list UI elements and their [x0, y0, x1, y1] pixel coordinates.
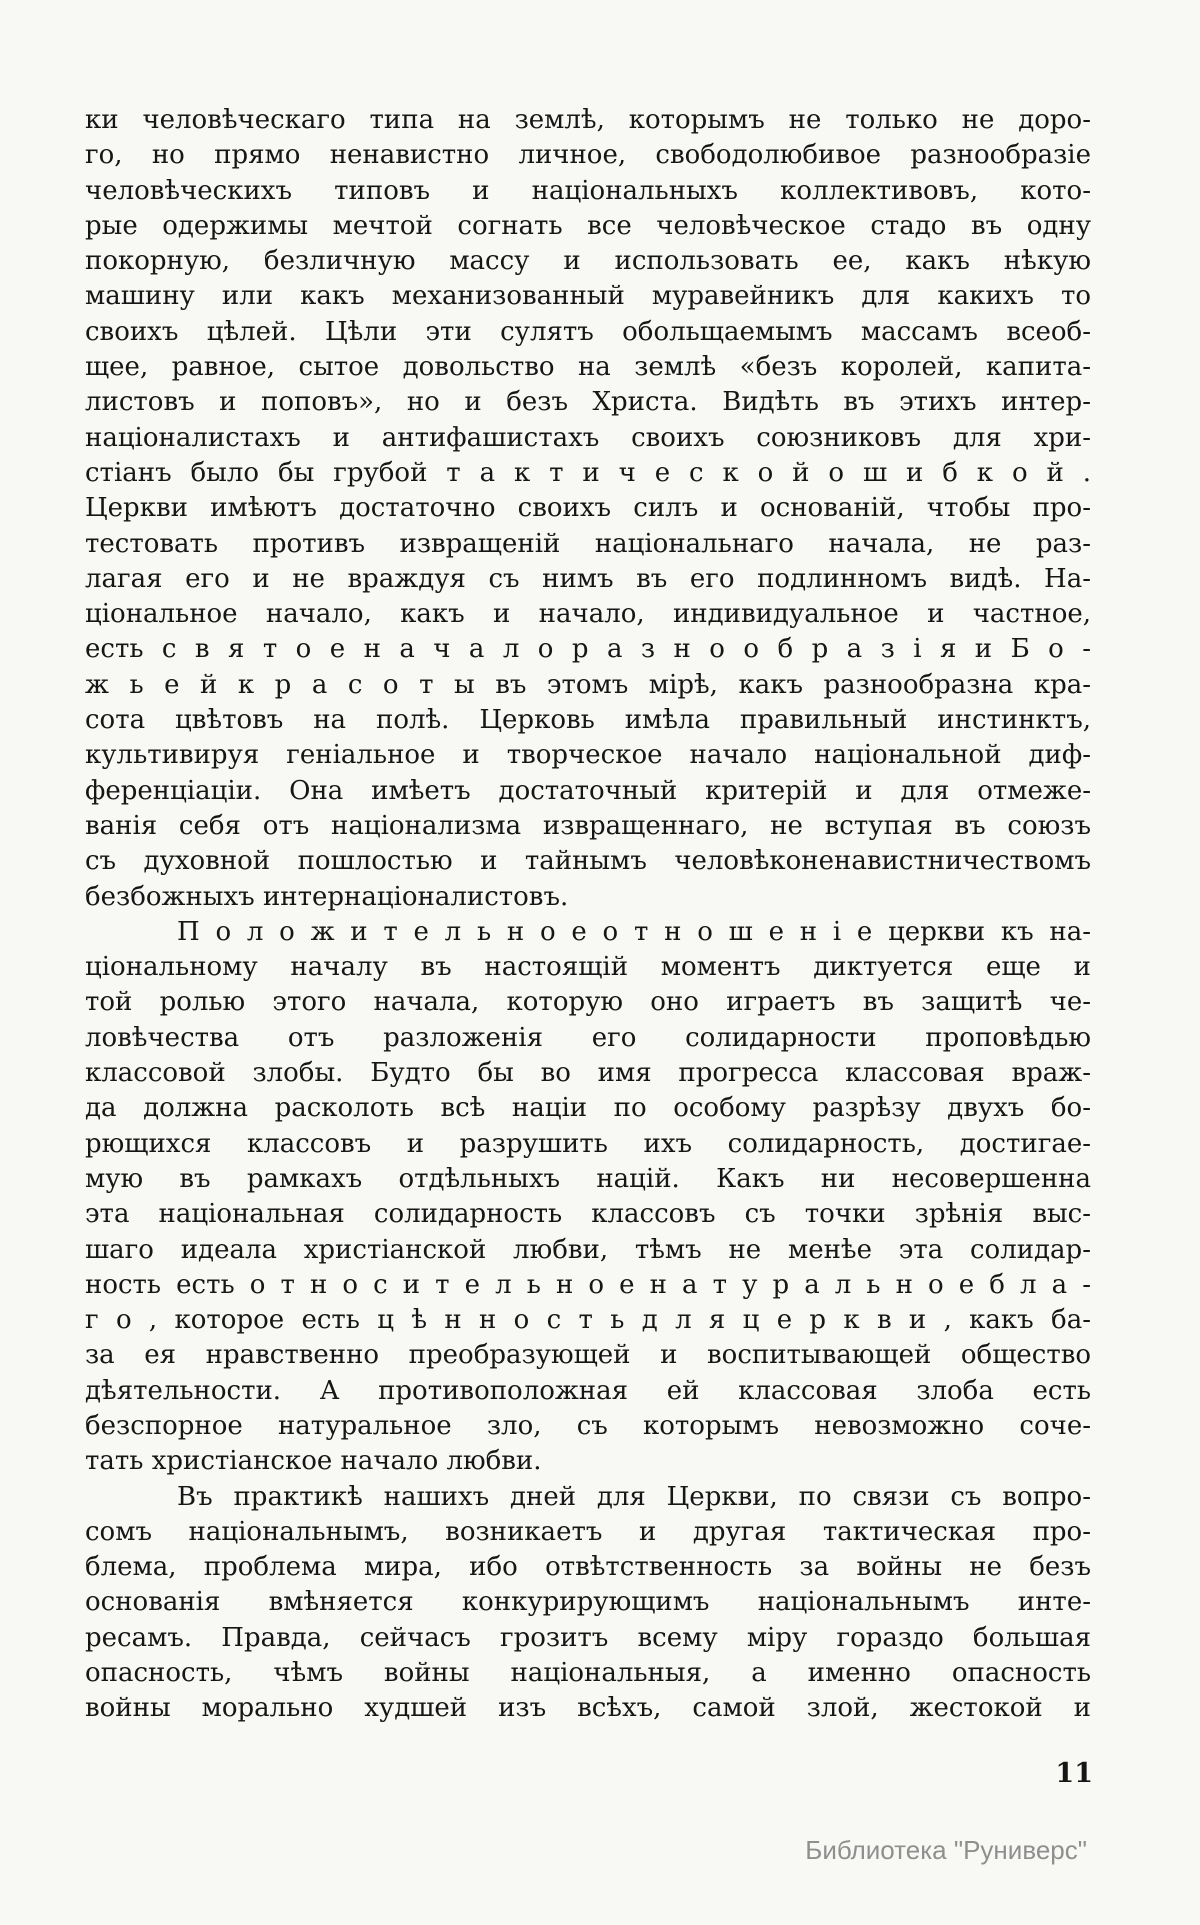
- text-line: блема, проблема мира, ибо отвѣтственность за войны не безъ: [85, 1552, 1091, 1583]
- text-line: ность есть о т н о с и т е л ь н о е н а т у р а л ь н о е б л а -: [85, 1269, 1091, 1300]
- text-line: тестовать противъ извращеній національнаго начала, не раз-: [85, 528, 1091, 559]
- text-line: дѣятельности. А противоположная ей классовая злоба есть: [85, 1375, 1091, 1406]
- text-line: ресамъ. Правда, сейчасъ грозитъ всему міру гораздо большая: [85, 1622, 1091, 1653]
- page-text: [85, 103, 1091, 1727]
- text-line: рющихся классовъ и разрушить ихъ солидарность, достигае-: [85, 1128, 1091, 1159]
- text-line: націоналистахъ и антифашистахъ своихъ союзниковъ для хри-: [85, 422, 1091, 453]
- text-line: классовой злобы. Будто бы во имя прогресса классовая враж-: [85, 1058, 1091, 1089]
- text-line: безспорное натуральное зло, съ которымъ невозможно соче-: [85, 1410, 1091, 1441]
- text-line: покорную, безличную массу и использовать ее, какъ нѣкую: [85, 246, 1091, 277]
- text-line: г о , которое есть ц ѣ н н о с т ь д л я ц е р к в и , какъ ба-: [85, 1305, 1091, 1336]
- text-line: рые одержимы мечтой согнать все человѣческое стадо въ одну: [85, 210, 1091, 241]
- text-line: ференціаціи. Она имѣетъ достаточный критерій и для отмеже-: [85, 775, 1091, 806]
- text-line: ки человѣческаго типа на землѣ, которымъ не только не доро-: [85, 105, 1091, 135]
- text-line: опасность, чѣмъ войны національныя, а именно опасность: [85, 1658, 1091, 1689]
- text-line: безбожныхъ интернаціоналистовъ.: [85, 881, 569, 912]
- text-line: эта національная солидарность классовъ съ точки зрѣнія выс-: [85, 1199, 1091, 1230]
- text-line: съ духовной пошлостью и тайнымъ человѣконенавистничествомъ: [85, 846, 1091, 877]
- text-line: ж ь е й к р а с о т ы въ этомъ мірѣ, какъ разнообразна кра-: [85, 669, 1091, 700]
- text-line: Въ практикѣ нашихъ дней для Церкви, по связи съ вопро-: [177, 1481, 1091, 1512]
- text-line: своихъ цѣлей. Цѣли эти сулятъ обольщаемымъ массамъ всеоб-: [85, 316, 1091, 347]
- text-line: листовъ и поповъ», но и безъ Христа. Видѣть въ этихъ интер-: [85, 387, 1091, 418]
- text-line: машину или какъ механизованный муравейникъ для какихъ то: [85, 281, 1091, 312]
- text-line: мую въ рамкахъ отдѣльныхъ націй. Какъ ни несовершенна: [85, 1163, 1091, 1194]
- text-line: основанія вмѣняется конкурирующимъ національнымъ инте-: [85, 1587, 1091, 1618]
- text-line: го, но прямо ненавистно личное, свободолюбивое разнообразіе: [85, 140, 1091, 171]
- text-line: ванія себя отъ націонализма извращеннаго, не вступая въ союзъ: [85, 810, 1091, 841]
- text-line: П о л о ж и т е л ь н о е о т н о ш е н і е церкви къ на-: [177, 916, 1091, 947]
- text-line: шаго идеала христіанской любви, тѣмъ не менѣе эта солидар-: [85, 1234, 1091, 1265]
- text-line: стіанъ было бы грубой т а к т и ч е с к о й о ш и б к о й .: [85, 457, 1091, 488]
- text-line: человѣческихъ типовъ и національныхъ коллективовъ, кото-: [85, 175, 1091, 206]
- page-number: 11: [1055, 1758, 1093, 1789]
- text-line: тать христіанское начало любви.: [85, 1446, 542, 1477]
- text-line: сота цвѣтовъ на полѣ. Церковь имѣла правильный инстинктъ,: [85, 705, 1091, 736]
- text-line: да должна расколоть всѣ націи по особому разрѣзу двухъ бо-: [85, 1093, 1091, 1124]
- text-line: лагая его и не враждуя съ нимъ въ его подлинномъ видѣ. На-: [85, 563, 1091, 594]
- text-line: культивируя геніальное и творческое начало національной диф-: [85, 740, 1091, 771]
- watermark-runivers: Библиотека "Руниверс": [805, 1835, 1087, 1865]
- text-line: за ея нравственно преобразующей и воспитывающей общество: [85, 1340, 1091, 1371]
- text-line: ціональному началу въ настоящій моментъ диктуется еще и: [85, 952, 1091, 983]
- text-line: Церкви имѣютъ достаточно своихъ силъ и основаній, чтобы про-: [85, 493, 1091, 524]
- text-line: той ролью этого начала, которую оно играетъ въ защитѣ че-: [85, 987, 1091, 1018]
- text-line: есть с в я т о е н а ч а л о р а з н о о б р а з і я и Б о -: [85, 634, 1091, 665]
- text-line: щее, равное, сытое довольство на землѣ «безъ королей, капита-: [85, 352, 1091, 383]
- text-line: войны морально худшей изъ всѣхъ, самой злой, жестокой и: [85, 1693, 1091, 1724]
- text-line: сомъ національнымъ, возникаетъ и другая тактическая про-: [85, 1516, 1091, 1547]
- text-line: ловѣчества отъ разложенія его солидарности проповѣдью: [85, 1022, 1091, 1053]
- text-line: ціональное начало, какъ и начало, индивидуальное и частное,: [85, 599, 1091, 630]
